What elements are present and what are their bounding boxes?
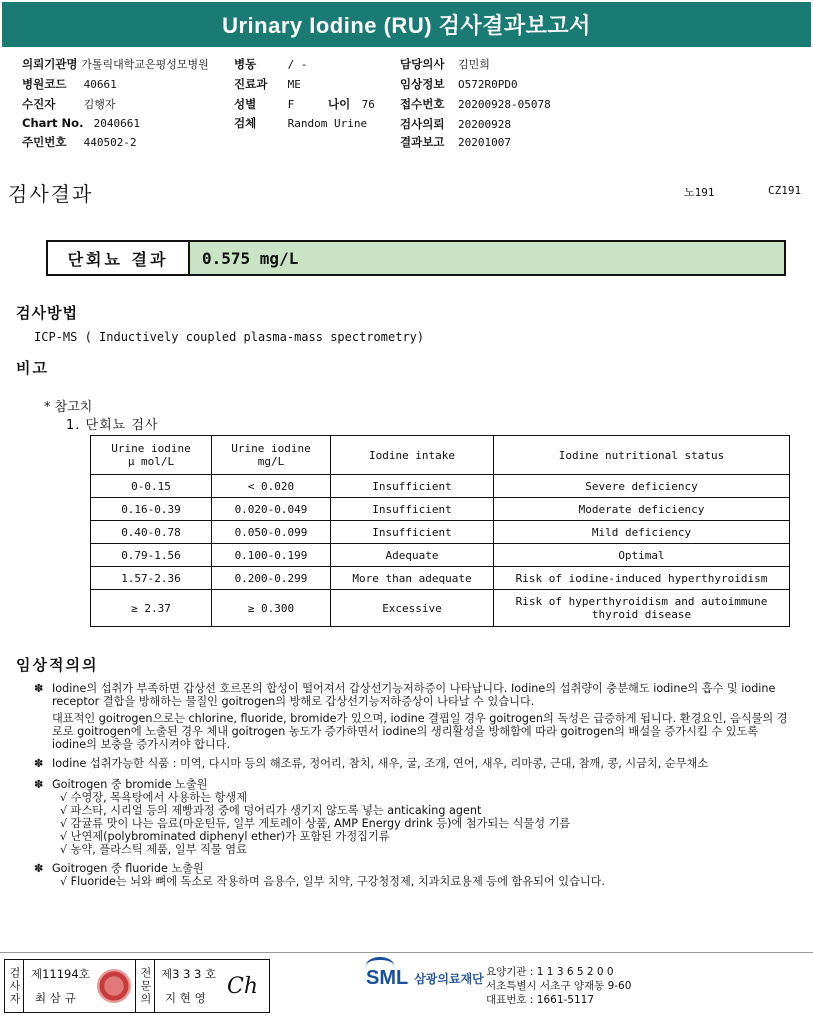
field-label: 결과보고 <box>400 135 445 149</box>
header-field <box>22 134 137 150</box>
tester-id: 제11194호 <box>31 967 90 981</box>
reference-heading: * 참고치 <box>44 400 93 415</box>
field-value: 440502-2 <box>83 136 137 149</box>
table-row <box>91 521 790 544</box>
table-cell: Insufficient <box>331 475 494 498</box>
note-item <box>34 778 794 856</box>
header-field <box>400 134 511 150</box>
note-item <box>34 862 794 888</box>
method-heading: 검사방법 <box>16 304 78 322</box>
field-label: 병동 <box>234 57 257 71</box>
table-cell: < 0.020 <box>212 475 331 498</box>
result-box <box>46 240 786 276</box>
field-value: 20200928-05078 <box>458 98 551 111</box>
field-value: ME <box>287 78 301 91</box>
field-label: 주민번호 <box>22 135 67 149</box>
note-paragraph: Iodine 섭취가능한 식품 : 미역, 다시마 등의 해조류, 정어리, 참치, 새우, 굴, 조개, 연어, 새우, 리마콩, 근대, 참깨, 콩, 시금치, 순무채소 <box>52 757 709 770</box>
note-subheading: Goitrogen 중 fluoride 노출원 <box>52 862 204 875</box>
tester-label <box>5 960 24 1012</box>
table-cell: Mild deficiency <box>494 521 790 544</box>
field-value: / - <box>287 58 308 71</box>
table-cell: 0.020-0.049 <box>212 498 331 521</box>
bullet-icon: ✽ <box>34 682 44 695</box>
table-cell: 0.050-0.099 <box>212 521 331 544</box>
field-value: 40661 <box>83 78 117 91</box>
field-label: 진료과 <box>234 77 268 91</box>
field-label: 담당의사 <box>400 57 445 71</box>
header-field <box>22 116 140 130</box>
list-item: √ 감귤류 맛이 나는 음료(마운틴듀, 일부 게토레이 상품, AMP Energy drink 등)에 첨가되는 식물성 기름 <box>60 817 571 830</box>
org-name: 삼광의료재단 <box>414 972 484 986</box>
table-cell: More than adequate <box>331 567 494 590</box>
field-label: 검사의뢰 <box>400 117 445 131</box>
table-cell: 1.57-2.36 <box>91 567 212 590</box>
institution-phone: 대표번호 : 1661-5117 <box>486 994 595 1006</box>
institution-code: 요양기관 : 1 1 3 6 5 2 0 0 <box>486 966 614 978</box>
header-field <box>328 96 375 112</box>
header-field <box>234 115 367 131</box>
field-label: 수진자 <box>22 97 56 111</box>
table-cell: Moderate deficiency <box>494 498 790 521</box>
table-cell: Risk of hyperthyroidism and autoimmune thyroid disease <box>494 590 790 627</box>
table-cell: 0.79-1.56 <box>91 544 212 567</box>
tester-name: 최 삼 규 <box>35 991 76 1005</box>
report-title: Urinary Iodine (RU) 검사결과보고서 <box>2 2 811 47</box>
note-subheading: Goitrogen 중 bromide 노출원 <box>52 778 208 791</box>
table-cell: 0.200-0.299 <box>212 567 331 590</box>
specialist-label <box>135 960 155 1012</box>
table-row <box>91 590 790 627</box>
bullet-icon: ✽ <box>34 862 44 875</box>
table-cell: ≥ 2.37 <box>91 590 212 627</box>
column-header <box>212 436 331 475</box>
institution-info <box>486 965 631 1007</box>
table-cell: Insufficient <box>331 521 494 544</box>
clinical-heading: 임상적의의 <box>16 656 99 674</box>
header-field <box>234 96 294 112</box>
field-value: 20201007 <box>458 136 511 149</box>
list-item: √ 수영장, 목욕탕에서 사용하는 항생제 <box>60 791 248 804</box>
field-value: 76 <box>361 98 375 111</box>
note-paragraph: 대표적인 goitrogen으로는 chlorine, fluoride, bromide가 있으며, iodine 결핍일 경우 goitrogen의 독성은 급증하게 됩니다. 환경요인, 음식물의 경로로 goitrogen에 노출된 경우 체내 goitrogen 농도가 증가하면서 iodine의 생리활성을 방해함에 따라 goitrogen의 배설을 증가시킬 수 있도록 iodine의 보충을 증가시켜야 합니다. <box>52 712 788 751</box>
specialist-label-text: 전문의 <box>139 966 152 1006</box>
field-label: 검체 <box>234 116 257 130</box>
table-cell: 0-0.15 <box>91 475 212 498</box>
table-cell: 0.100-0.199 <box>212 544 331 567</box>
remarks-heading: 비고 <box>16 359 49 377</box>
header-field <box>400 96 551 112</box>
header-field <box>22 76 117 92</box>
table-cell: Risk of iodine-induced hyperthyroidism <box>494 567 790 590</box>
bullet-icon: ✽ <box>34 757 44 770</box>
method-text: ICP-MS ( Inductively coupled plasma-mass spectrometry) <box>34 330 425 344</box>
column-header-unit: mg/L <box>257 455 285 468</box>
field-value: 20200928 <box>458 118 511 131</box>
table-row <box>91 567 790 590</box>
field-label: 의뢰기관명 <box>22 57 78 71</box>
column-header <box>91 436 212 475</box>
seal-stamp-icon <box>97 969 131 1003</box>
list-item: √ 난연제(polybrominated diphenyl ether)가 포함된 가정집기류 <box>60 830 390 843</box>
specialist-name: 지 현 영 <box>165 991 206 1005</box>
field-value: 2040661 <box>93 117 141 130</box>
org-logo <box>366 967 484 990</box>
table-cell: 0.40-0.78 <box>91 521 212 544</box>
result-value: 0.575 mg/L <box>190 242 784 274</box>
bullet-icon: ✽ <box>34 778 44 791</box>
note-item <box>34 757 794 770</box>
footer <box>0 952 813 1022</box>
table-cell: Insufficient <box>331 498 494 521</box>
header-field <box>400 76 518 92</box>
table-cell: Optimal <box>494 544 790 567</box>
table-row <box>91 498 790 521</box>
column-header: Iodine nutritional status <box>494 436 790 475</box>
field-label: 성별 <box>234 97 257 111</box>
header-field <box>400 116 511 132</box>
logo-mark: SML <box>366 967 409 989</box>
institution-address: 서초특별시 서초구 양재동 9-60 <box>486 980 632 992</box>
field-value: O572R0PD0 <box>458 78 518 91</box>
clinical-notes <box>34 682 794 892</box>
table-cell: Adequate <box>331 544 494 567</box>
code-right: CZ191 <box>768 184 802 197</box>
note-item <box>34 682 794 751</box>
signature: Ch <box>227 974 259 999</box>
field-label: 병원코드 <box>22 77 67 91</box>
tester-label-text: 검사자 <box>8 966 21 1006</box>
list-item: √ 파스타, 시리얼 등의 제빵과정 중에 덩어리가 생기지 않도록 넣는 anticaking agent <box>60 804 482 817</box>
header-field <box>234 56 308 72</box>
column-header-line: Urine iodine <box>231 442 311 455</box>
table-cell: 0.16-0.39 <box>91 498 212 521</box>
table-header-row <box>91 436 790 475</box>
code-left: 노191 <box>684 186 715 199</box>
specialist-id: 제3 3 3 호 <box>161 967 217 981</box>
field-value: 김민희 <box>458 58 490 71</box>
result-label: 단회뇨 결과 <box>48 242 190 274</box>
field-value: Random Urine <box>287 117 368 130</box>
table-row <box>91 475 790 498</box>
field-label: 나이 <box>328 97 351 111</box>
signature-box <box>4 959 270 1013</box>
table-row <box>91 544 790 567</box>
table-cell: Excessive <box>331 590 494 627</box>
field-value: 가톨릭대학교은평성모병원 <box>81 58 209 71</box>
note-paragraph: Iodine의 섭취가 부족하면 갑상선 호르몬의 합성이 떨어져서 갑상선기능저하증이 나타납니다. Iodine의 섭취량이 충분해도 iodine의 흡수 및 iodine receptor 결합을 방해하는 물질인 goitrogen의 방해로 갑상선기능저하증상이 나타날 수 있습니다. <box>52 682 776 708</box>
table-cell: Severe deficiency <box>494 475 790 498</box>
field-label: 접수번호 <box>400 97 445 111</box>
field-value: 김행자 <box>83 98 116 111</box>
section-result-heading: 검사결과 <box>8 182 94 206</box>
header-field <box>400 56 490 72</box>
field-label: Chart No. <box>22 116 84 130</box>
reference-table <box>90 435 790 627</box>
column-header: Iodine intake <box>331 436 494 475</box>
header-field <box>234 76 301 92</box>
header-field <box>22 96 116 112</box>
list-item: √ Fluoride는 뇌와 뼈에 독소로 작용하며 음용수, 일부 치약, 구강청정제, 치과치료용제 등에 함유되어 있습니다. <box>60 875 606 888</box>
list-item: √ 농약, 플라스틱 제품, 일부 직물 염료 <box>60 843 247 856</box>
logo-swoosh-icon <box>366 957 394 974</box>
header-field <box>22 56 209 72</box>
reference-subheading: 1. 단회뇨 검사 <box>66 418 159 433</box>
table-cell: ≥ 0.300 <box>212 590 331 627</box>
column-header-line: Urine iodine <box>111 442 191 455</box>
field-label: 임상정보 <box>400 77 445 91</box>
field-value: F <box>287 98 295 111</box>
column-header-unit: μ mol/L <box>127 455 175 468</box>
